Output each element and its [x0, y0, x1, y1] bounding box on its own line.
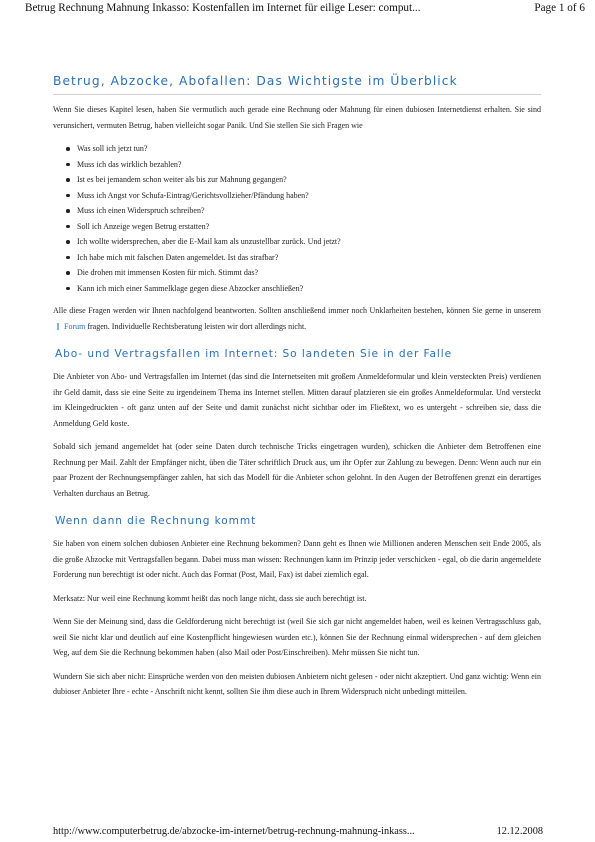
list-item: Die drohen mit immensen Kosten für mich. Stimmt das?	[53, 265, 541, 281]
list-item: Muss ich einen Widerspruch schreiben?	[53, 203, 541, 219]
print-footer-date: 12.12.2008	[496, 826, 543, 837]
section-invoice-paragraph-2: Merksatz: Nur weil eine Rechnung kommt heißt das noch lange nicht, dass sie auch berechtigt ist.	[53, 593, 367, 603]
print-header-title: Betrug Rechnung Mahnung Inkasso: Kostenfallen im Internet für eilige Leser: comput...	[25, 2, 421, 14]
section-heading-traps: Abo- und Vertragsfallen im Internet: So landeten Sie in der Falle	[55, 348, 453, 360]
list-item: Ich habe mich mit falschen Daten angemeldet. Ist das strafbar?	[53, 250, 541, 266]
section-invoice-paragraph-1: Sie haben von einem solchen dubiosen Anbieter eine Rechnung bekommen? Dann geht es Ihnen wie Millionen anderen Menschen seit Ende 2005, als die große Abzocke mit Vertragsfallen begann. Dabei muss man wissen: Rechnungen kann im Prinzip jeder verschicken - egal, ob die darin angemeldete Forderung nun berechtigt ist oder nicht. Auch das Format (Post, Mail, Fax) ist dabei ziemlich egal.	[53, 539, 541, 579]
list-item: Muss ich Angst vor Schufa-Eintrag/Gerichtsvollzieher/Pfändung haben?	[53, 188, 541, 204]
intro-paragraph: Wenn Sie dieses Kapitel lesen, haben Sie vermutlich auch gerade eine Rechnung oder Mahnung für einen dubiosen Internetdienst erhalten. Sie sind verunsichert, vermuten Betrug, haben vielleicht sogar Panik. Und Sie stellen Sie sich Fragen wie	[53, 105, 541, 130]
list-item: Ist es bei jemandem schon weiter als bis zur Mahnung gegangen?	[53, 172, 541, 188]
list-item: Was soll ich jetzt tun?	[53, 141, 541, 157]
section-traps-paragraph-2: Sobald sich jemand angemeldet hat (oder seine Daten durch technische Tricks eingetragen wurden), schicken die Anbieter dem Betroffenen eine Rechnung per Mail. Zahlt der Empfänger nicht, üben die Täter schriftlich Druck aus, um ihr Opfer zur Zahlung zu bewegen. Denn: Wenn auch nur ein paar Prozent der Rechnungsempfänger zahlen, hat sich das Modell für die Anbieter schon gelohnt. In den Augen der Betroffenen grenzt ein derartiges Verhalten durchaus an Betrug.	[53, 442, 541, 498]
title-divider	[53, 94, 541, 95]
article-content	[53, 74, 541, 708]
list-item: Soll ich Anzeige wegen Betrug erstatten?	[53, 219, 541, 235]
article-title: Betrug, Abzocke, Abofallen: Das Wichtigste im Überblick	[53, 74, 458, 88]
list-item: Muss ich das wirklich bezahlen?	[53, 157, 541, 173]
external-link-icon	[57, 323, 59, 330]
print-header	[25, 2, 585, 14]
answers-paragraph	[53, 303, 541, 334]
print-footer-url: http://www.computerbetrug.de/abzocke-im-internet/betrug-rechnung-mahnung-inkass...	[53, 826, 415, 837]
forum-link[interactable]: Forum	[64, 321, 86, 331]
section-invoice-paragraph-3: Wenn Sie der Meinung sind, dass die Geldforderung nicht berechtigt ist (weil Sie sich gar nicht angemeldet haben, weil es keinen Vertragsschluss gab, weil Sie nicht klar und deutlich auf eine Kostenpflicht hingewiesen wurden etc.), können Sie der Rechnung einmal widersprechen - auf dem gleichen Weg, auf dem Sie die Rechnung bekommen haben (also Mail oder Post/Einschreiben). Mehr müssen Sie nicht tun.	[53, 617, 541, 657]
print-header-page: Page 1 of 6	[534, 2, 585, 14]
print-footer	[53, 826, 543, 837]
list-item: Ich wollte widersprechen, aber die E-Mail kam als unzustellbar zurück. Und jetzt?	[53, 234, 541, 250]
section-heading-invoice: Wenn dann die Rechnung kommt	[55, 515, 257, 527]
question-list	[53, 141, 541, 296]
section-invoice-paragraph-4: Wundern Sie sich aber nicht: Einsprüche werden von den meisten dubiosen Anbietern nicht gelesen - oder nicht akzeptiert. Und ganz wichtig: Wenn ein dubioser Anbieter Ihre - echte - Anschrift nicht kennt, sollten Sie ihm diese auch in Ihrem Widerspruch nicht unbedingt mitteilen.	[53, 671, 541, 696]
answers-text-before: Alle diese Fragen werden wir Ihnen nachfolgend beantworten. Sollten anschließend immer noch Unklarheiten bestehen, können Sie gerne in unserem	[53, 306, 541, 315]
answers-text-after: fragen. Individuelle Rechtsberatung leisten wir dort allerdings nicht.	[87, 321, 307, 331]
list-item: Kann ich mich einer Sammelklage gegen diese Abzocker anschließen?	[53, 281, 541, 297]
section-traps-paragraph-1: Die Anbieter von Abo- und Vertragsfallen im Internet (das sind die Internetseiten mit großem Anmeldeformular und klein versteckten Preis) verdienen ihr Geld damit, dass sie eine Seite zu irgendeinem Thema ins Internet stellen. Mitten darauf platzieren sie ein großes Anmeldeformular. Und versteckt im Kleingedruckten - oft ganz unten auf der Seite und damit zunächst nicht sichtbar oder im Fließtext, wo es untergeht - schreiben sie, dass die Anmeldung Geld koste.	[53, 372, 541, 428]
